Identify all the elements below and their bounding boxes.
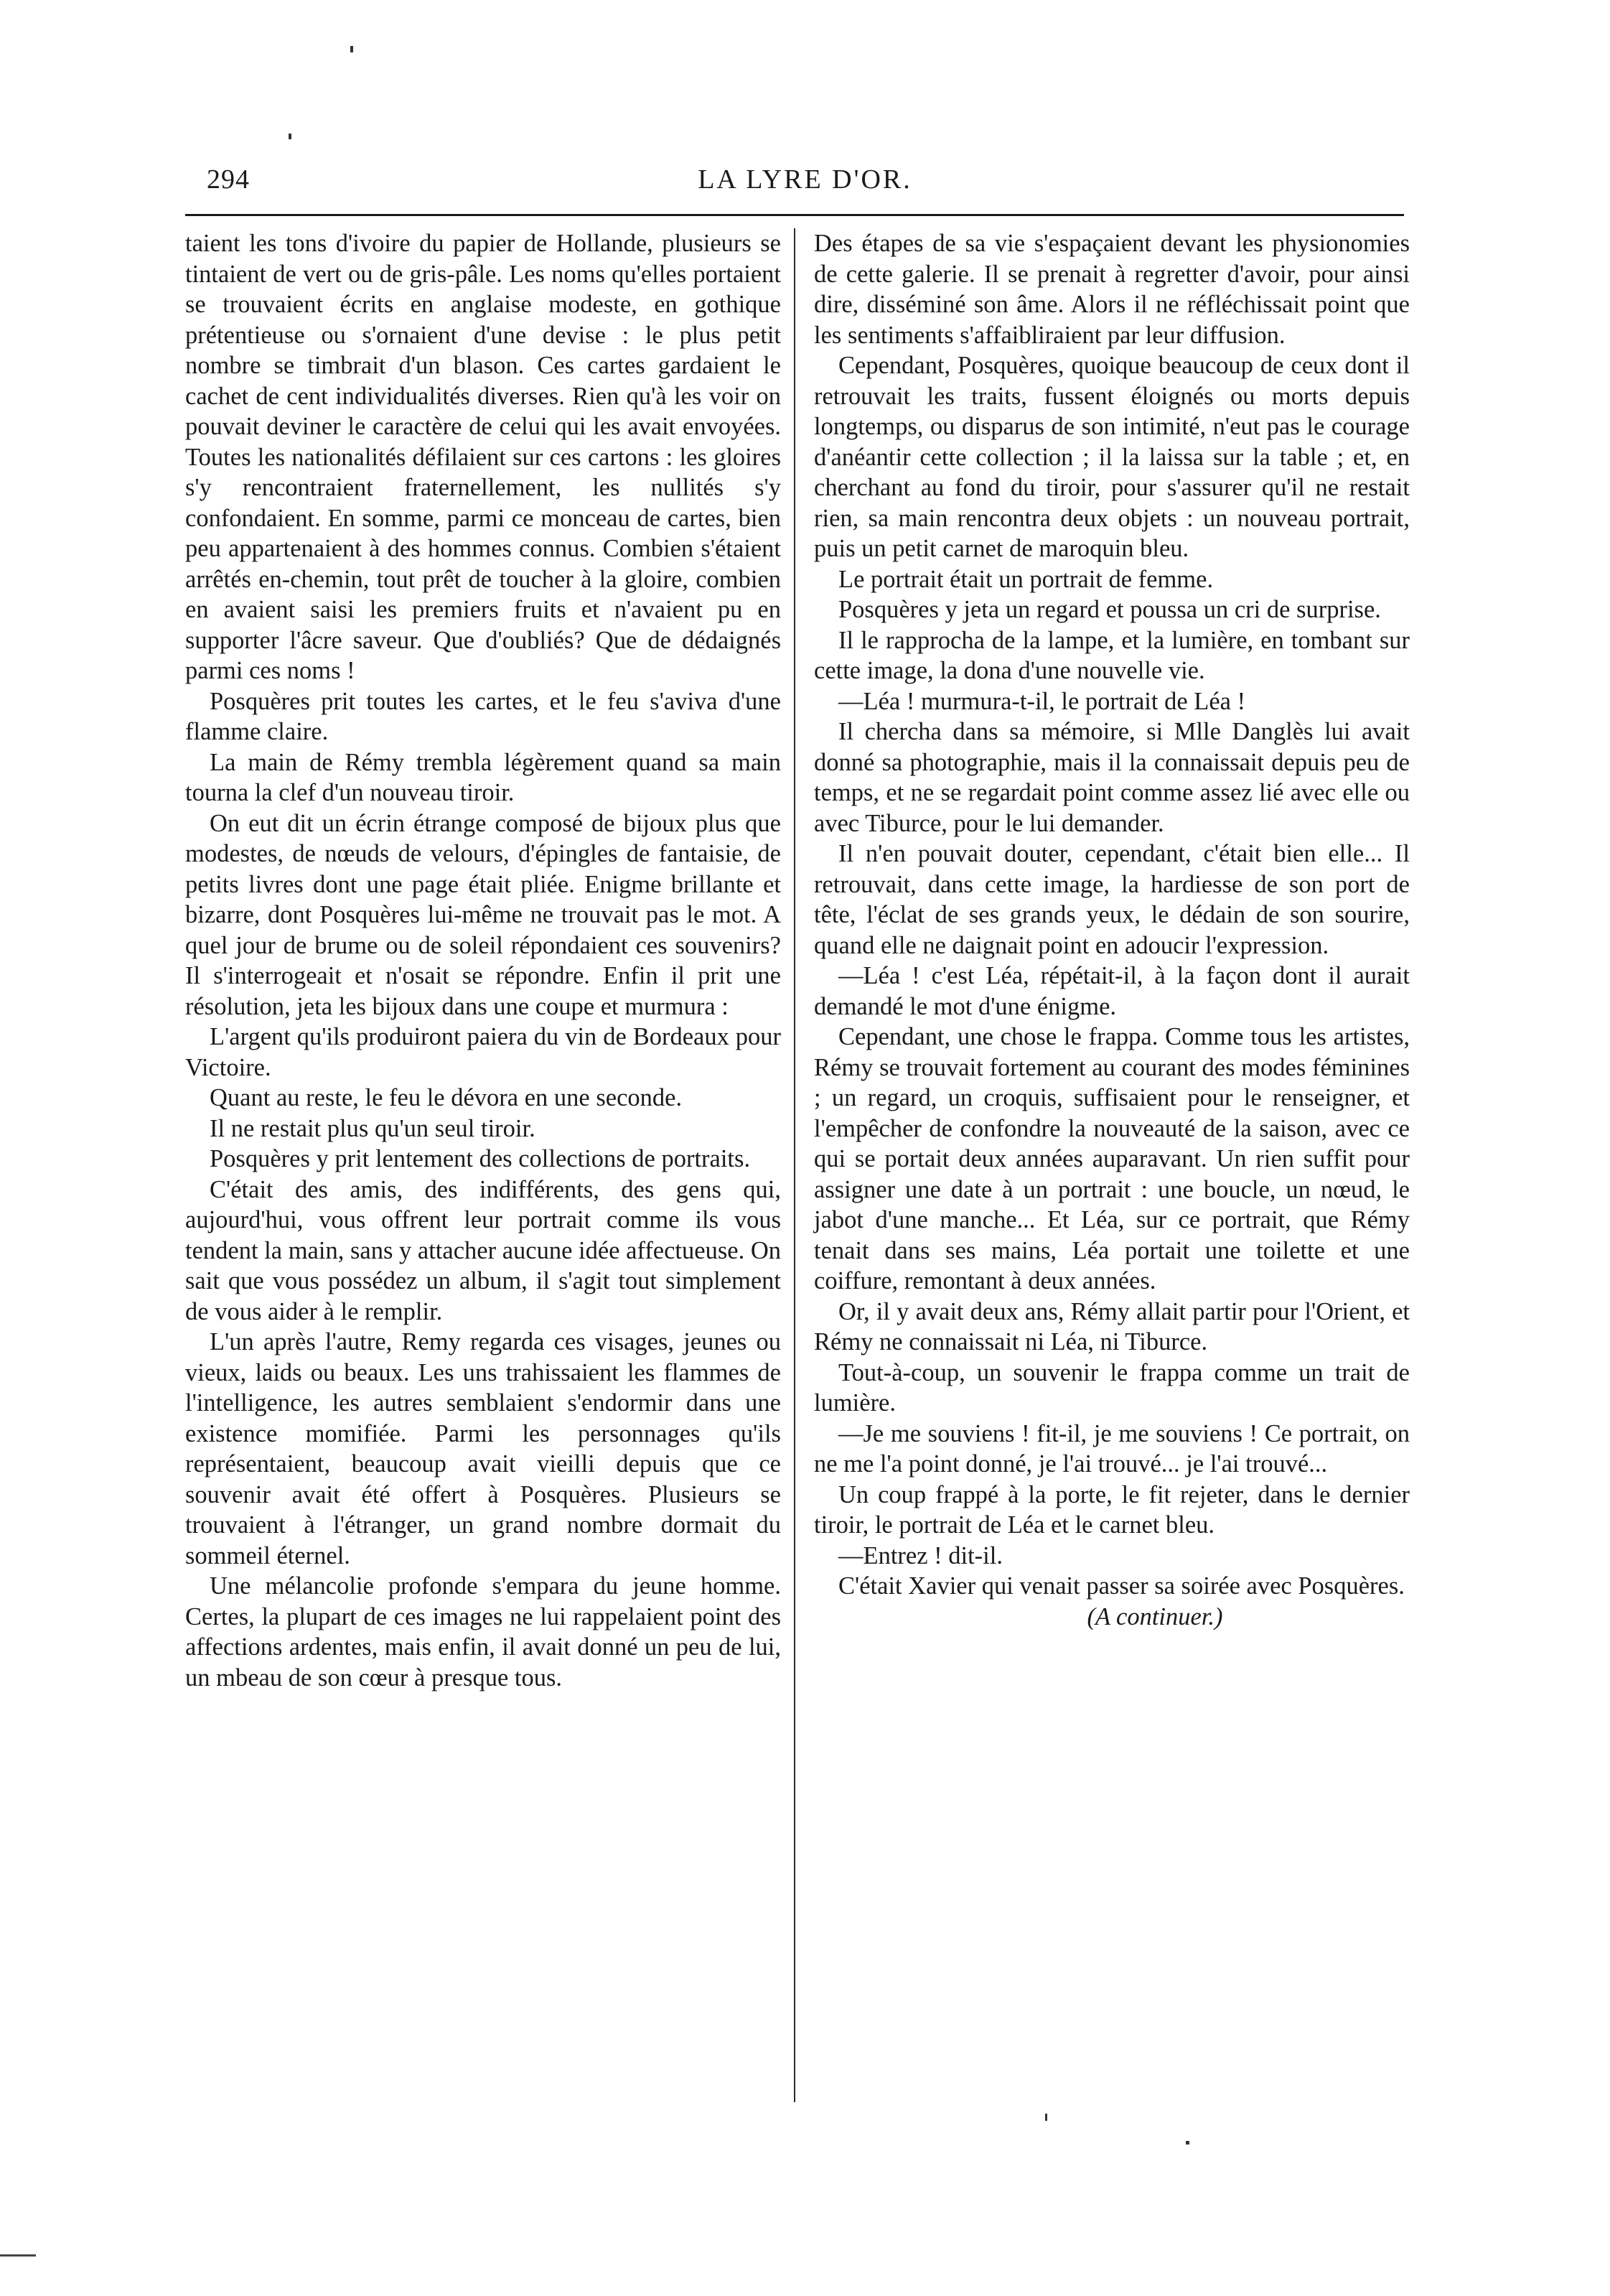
paragraph: C'était des amis, des indifférents, des gens qui, aujourd'hui, vous offrent leur portrait comme ils vous tendent la main, sans y attacher aucune idée affectueuse. On sait que vous possédez un album, il s'agit tout simplement de vous aider à le remplir. bbox=[185, 1175, 781, 1325]
paragraph: Posquères y jeta un regard et poussa un cri de surprise. bbox=[838, 596, 1381, 623]
paragraph: Posquères y prit lentement des collections de portraits. bbox=[210, 1145, 751, 1172]
paragraph: Le portrait était un portrait de femme. bbox=[838, 565, 1214, 593]
edge-rule bbox=[0, 2254, 36, 2257]
paragraph: Tout-à-coup, un souvenir le frappa comme un trait de lumière. bbox=[814, 1358, 1410, 1417]
paragraph: La main de Rémy trembla légèrement quand sa main tourna la clef d'un nouveau tiroir. bbox=[185, 748, 781, 806]
speck-mark bbox=[289, 134, 291, 139]
header-rule bbox=[185, 214, 1404, 216]
to-be-continued-text: (A continuer.) bbox=[1087, 1602, 1223, 1630]
paragraph: taient les tons d'ivoire du papier de Hollande, plusieurs se tintaient de vert ou de gris-pâle. Les noms qu'elles portaient se trouvaient écrits en anglaise modeste, en gothique prétentieuse ou s'ornaient d'une devise : le plus petit nombre se timbrait d'un blason. Ces cartes gardaient le cachet de cent individualités diverses. Rien qu'à les voir on pouvait deviner le caractère de celui qui les avait envoyées. Toutes les nationalités défilaient sur ces cartons : les gloires s'y rencontraient fraternellement, les nullités s'y confondaient. En somme, parmi ce monceau de cartes, bien peu appartenaient à des hommes connus. Combien s'étaient arrêtés en-chemin, tout prêt de toucher à la gloire, combien en avaient saisi les premiers fruits et n'avaient pu en supporter l'âcre saveur. Que d'oubliés? Que de dédaignés parmi ces noms ! bbox=[185, 230, 781, 684]
paragraph: Une mélancolie profonde s'empara du jeune homme. Certes, la plupart de ces images ne lui rappelaient point des affections ardentes, mais enfin, il avait donné un peu de lui, un mbeau de son cœur à presque tous. bbox=[185, 1572, 781, 1691]
paragraph: Il ne restait plus qu'un seul tiroir. bbox=[210, 1114, 535, 1142]
paragraph: Or, il y avait deux ans, Rémy allait partir pour l'Orient, et Rémy ne connaissait ni Léa, ni Tiburce. bbox=[814, 1297, 1410, 1355]
right-column bbox=[814, 228, 1410, 1632]
left-column bbox=[185, 228, 781, 1693]
paragraph: —Je me souviens ! fit-il, je me souviens ! Ce portrait, on ne me l'a point donné, je l'ai trouvé... je l'ai trouvé... bbox=[814, 1419, 1410, 1478]
speck-mark bbox=[350, 46, 353, 52]
speck-mark bbox=[1186, 2141, 1189, 2145]
paragraph: Il chercha dans sa mémoire, si Mlle Danglès lui avait donné sa photographie, mais il la connaissait depuis peu de temps, et ne se regardait point comme assez lié avec elle ou avec Tiburce, pour le lui demander. bbox=[814, 718, 1410, 837]
paragraph: On eut dit un écrin étrange composé de bijoux plus que modestes, de nœuds de velours, d'épingles de fantaisie, de petits livres dont une page était pliée. Enigme brillante et bizarre, dont Posquères lui-même ne trouvait pas le mot. A quel jour de brume ou de soleil répondaient ces souvenirs? Il s'interrogeait et n'osait se répondre. Enfin il prit une résolution, jeta les bijoux dans une coupe et murmura : bbox=[185, 809, 781, 1020]
paragraph: Il le rapprocha de la lampe, et la lumière, en tombant sur cette image, la dona d'une nouvelle vie. bbox=[814, 626, 1410, 684]
paragraph: Il n'en pouvait douter, cependant, c'était bien elle... Il retrouvait, dans cette image, la hardiesse de son port de tête, l'éclat de ses grands yeux, le dédain de son sourire, quand elle ne daignait point en adoucir l'expression. bbox=[814, 840, 1410, 959]
paragraph: —Léa ! murmura-t-il, le portrait de Léa ! bbox=[838, 687, 1246, 715]
paragraph: L'un après l'autre, Remy regarda ces visages, jeunes ou vieux, laids ou beaux. Les uns trahissaient les flammes de l'intelligence, les autres semblaient s'endormir dans une existence momifiée. Parmi les personnages qu'ils représentaient, beaucoup avait vieilli depuis que ce souvenir avait été offert à Posquères. Plusieurs se trouvaient à l'étranger, un grand nombre dormait du sommeil éternel. bbox=[185, 1328, 781, 1569]
paragraph: L'argent qu'ils produiront paiera du vin de Bordeaux pour Victoire. bbox=[185, 1023, 781, 1081]
paragraph: Un coup frappé à la porte, le fit rejeter, dans le dernier tiroir, le portrait de Léa et le carnet bleu. bbox=[814, 1480, 1410, 1539]
speck-mark bbox=[1045, 2114, 1047, 2121]
paragraph: —Entrez ! dit-il. bbox=[838, 1541, 1003, 1569]
paragraph: —Léa ! c'est Léa, répétait-il, à la façon dont il aurait demandé le mot d'une énigme. bbox=[814, 962, 1410, 1020]
page-number: 294 bbox=[207, 164, 250, 195]
paragraph: Des étapes de sa vie s'espaçaient devant les physionomies de cette galerie. Il se prenait à regretter d'avoir, pour ainsi dire, disséminé son âme. Alors il ne réfléchissait point que les sentiments s'affaibliraient par leur diffusion. bbox=[814, 230, 1410, 349]
paragraph: Cependant, Posquères, quoique beaucoup de ceux dont il retrouvait les traits, fussent éloignés ou morts depuis longtemps, ou disparus de son intimité, n'eut pas le courage d'anéantir cette collection ; il la laissa sur la table ; et, en cherchant au fond du tiroir, pour s'assurer qu'il ne restait rien, sa main rencontra deux objets : un nouveau portrait, puis un petit carnet de maroquin bleu. bbox=[814, 352, 1410, 562]
paragraph: Cependant, une chose le frappa. Comme tous les artistes, Rémy se trouvait fortement au courant des modes féminines ; un regard, un croquis, suffisaient pour le renseigner, et l'empêcher de confondre la nouveauté de la saison, avec ce qui se portait deux années auparavant. Un rien suffit pour assigner une date à un portrait : une boucle, un nœud, le jabot d'une manche... Et Léa, sur ce portrait, que Rémy tenait dans ses mains, Léa portait une toilette et une coiffure, remontant à deux années. bbox=[814, 1023, 1410, 1294]
paragraph: Quant au reste, le feu le dévora en une seconde. bbox=[210, 1084, 683, 1111]
paragraph: C'était Xavier qui venait passer sa soirée avec Posquères. bbox=[838, 1572, 1405, 1600]
column-divider bbox=[794, 228, 795, 2102]
running-title: LA LYRE D'OR. bbox=[698, 164, 912, 195]
paragraph: Posquères prit toutes les cartes, et le feu s'aviva d'une flamme claire. bbox=[185, 687, 781, 745]
to-be-continued bbox=[814, 1602, 1410, 1633]
